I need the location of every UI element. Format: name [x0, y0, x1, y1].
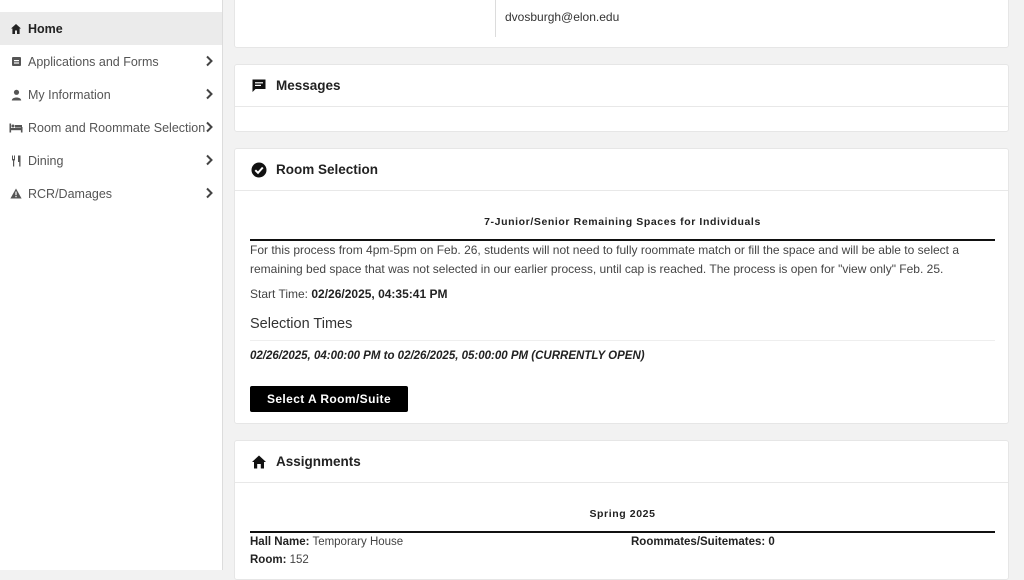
start-time — [250, 287, 447, 301]
start-time-label: Start Time: — [250, 287, 309, 301]
assignments-header — [235, 441, 1008, 483]
room-label: Room: — [250, 554, 287, 566]
selection-window: 02/26/2025, 04:00:00 PM to 02/26/2025, 05:00:00 PM (CURRENTLY OPEN) — [250, 350, 645, 362]
home-icon — [9, 22, 23, 36]
bed-icon — [9, 121, 23, 135]
messages-title: Messages — [276, 78, 341, 93]
message-icon — [250, 77, 268, 95]
room-number — [250, 554, 309, 566]
chevron-right-icon — [203, 187, 215, 199]
assignments-card — [234, 440, 1009, 580]
room-value: 152 — [289, 554, 309, 566]
room-selection-header — [235, 149, 1008, 191]
sidebar-item-label: RCR/Damages — [28, 186, 113, 201]
hall-name-value: Temporary House — [312, 536, 404, 548]
sidebar-item-home[interactable] — [0, 12, 222, 45]
chevron-right-icon — [203, 55, 215, 67]
room-selection-card — [234, 148, 1009, 424]
sidebar-item-label: Applications and Forms — [28, 54, 159, 69]
user-icon — [9, 88, 23, 102]
hall-name-label: Hall Name: — [250, 536, 310, 548]
chevron-right-icon — [203, 154, 215, 166]
assignments-title: Assignments — [276, 454, 361, 469]
process-description — [250, 241, 995, 278]
messages-card — [234, 64, 1009, 132]
roommates-count — [631, 536, 775, 548]
warning-icon — [9, 187, 23, 201]
check-circle-icon — [250, 161, 268, 179]
sidebar-item-rcr-damages[interactable] — [0, 177, 222, 210]
form-icon — [9, 55, 23, 69]
contact-card — [234, 0, 1009, 48]
sidebar-item-dining[interactable] — [0, 144, 222, 177]
sidebar-item-room-and-roommate-selection[interactable] — [0, 111, 222, 144]
sidebar — [0, 0, 223, 570]
description-line: remaining bed space that was not selected in our earlier process, until cap is reached. The process is open for "view only" Feb. 25. — [250, 261, 944, 276]
term-title: Spring 2025 — [589, 508, 656, 520]
home-icon — [250, 453, 268, 471]
chevron-right-icon — [203, 121, 215, 133]
select-room-suite-button[interactable]: Select A Room/Suite — [250, 386, 408, 412]
sidebar-item-label: Home — [28, 21, 63, 36]
process-title: 7-Junior/Senior Remaining Spaces for Individuals — [484, 216, 761, 228]
start-time-value: 02/26/2025, 04:35:41 PM — [311, 287, 448, 301]
sidebar-item-label: My Information — [28, 87, 111, 102]
description-line: For this process from 4pm-5pm on Feb. 26, students will not need to fully roommate match or fill the space and will be able to select a — [250, 243, 960, 257]
divider — [495, 0, 496, 37]
utensils-icon — [9, 154, 23, 168]
email-text: dvosburgh@elon.edu — [505, 10, 620, 24]
chevron-right-icon — [203, 88, 215, 100]
selection-times-heading: Selection Times — [250, 316, 353, 332]
sidebar-item-applications-and-forms[interactable] — [0, 45, 222, 78]
sidebar-item-my-information[interactable] — [0, 78, 222, 111]
divider — [250, 340, 995, 341]
roommates-label: Roommates/Suitemates: — [631, 536, 766, 548]
hall-name — [250, 536, 403, 548]
messages-header — [235, 65, 1008, 107]
sidebar-item-label: Dining — [28, 153, 64, 168]
room-selection-title: Room Selection — [276, 162, 379, 177]
sidebar-item-label: Room and Roommate Selection — [28, 120, 206, 135]
divider — [250, 531, 995, 533]
roommates-value: 0 — [768, 536, 775, 548]
